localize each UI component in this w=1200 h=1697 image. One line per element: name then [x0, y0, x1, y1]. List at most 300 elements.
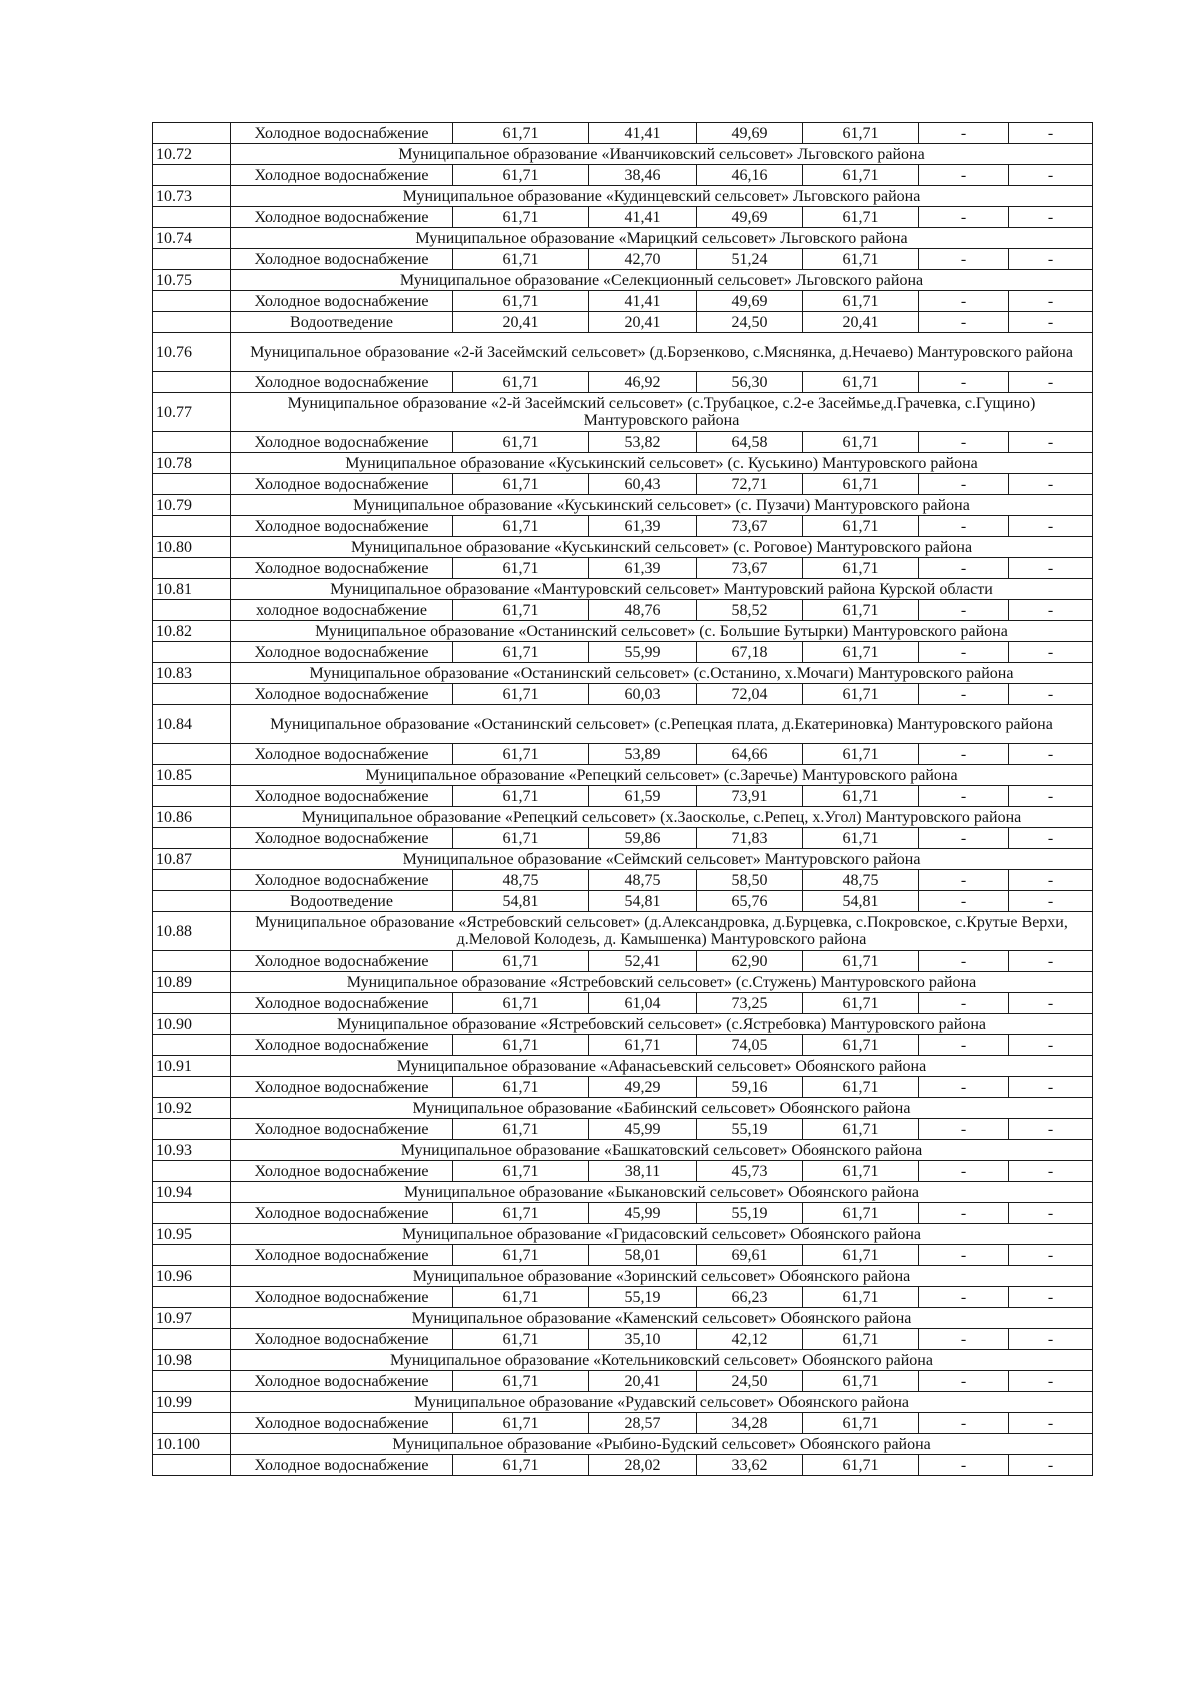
- tariff-value-cell: 73,91: [697, 786, 803, 807]
- section-header-row: [153, 1014, 1093, 1035]
- tariff-value-cell: -: [1009, 891, 1093, 912]
- tariff-table: [152, 122, 1093, 1476]
- tariff-value-cell: -: [1009, 786, 1093, 807]
- service-row: [153, 1413, 1093, 1434]
- section-header-row: [153, 1182, 1093, 1203]
- section-header-row: [153, 186, 1093, 207]
- service-row: [153, 1119, 1093, 1140]
- section-number: 10.86: [153, 807, 231, 828]
- empty-number-cell: [153, 1035, 231, 1056]
- tariff-value-cell: -: [919, 600, 1009, 621]
- tariff-value-cell: 61,71: [453, 1287, 589, 1308]
- section-number: 10.84: [153, 705, 231, 744]
- section-header-row: [153, 1350, 1093, 1371]
- service-name: Холодное водоснабжение: [231, 993, 453, 1014]
- tariff-value-cell: -: [919, 642, 1009, 663]
- tariff-value-cell: 61,71: [803, 993, 919, 1014]
- municipality-title: Муниципальное образование «Каменский сельсовет» Обоянского района: [231, 1308, 1093, 1329]
- service-name: Холодное водоснабжение: [231, 828, 453, 849]
- section-number: 10.78: [153, 453, 231, 474]
- empty-number-cell: [153, 744, 231, 765]
- tariff-value-cell: 61,71: [803, 207, 919, 228]
- service-row: [153, 1455, 1093, 1476]
- tariff-value-cell: 61,71: [453, 123, 589, 144]
- tariff-value-cell: -: [1009, 291, 1093, 312]
- section-number: 10.76: [153, 333, 231, 372]
- tariff-value-cell: -: [919, 1245, 1009, 1266]
- tariff-value-cell: -: [919, 165, 1009, 186]
- tariff-value-cell: 60,43: [589, 474, 697, 495]
- municipality-title: Муниципальное образование «Ястребовский сельсовет» (д.Александровка, д.Бурцевка, с.Покровское, с.Крутые Верхи, д.Меловой Колодезь, д. Камышенка) Мантуровского района: [231, 912, 1093, 951]
- tariff-value-cell: 61,71: [453, 1203, 589, 1224]
- tariff-value-cell: 54,81: [589, 891, 697, 912]
- empty-number-cell: [153, 312, 231, 333]
- section-header-row: [153, 849, 1093, 870]
- service-row: [153, 951, 1093, 972]
- service-name: Холодное водоснабжение: [231, 1455, 453, 1476]
- tariff-value-cell: 64,58: [697, 432, 803, 453]
- tariff-value-cell: -: [919, 1161, 1009, 1182]
- tariff-value-cell: -: [919, 1035, 1009, 1056]
- tariff-value-cell: 74,05: [697, 1035, 803, 1056]
- tariff-value-cell: -: [1009, 474, 1093, 495]
- municipality-title: Муниципальное образование «Куськинский сельсовет» (с. Пузачи) Мантуровского района: [231, 495, 1093, 516]
- tariff-value-cell: 72,71: [697, 474, 803, 495]
- service-row: [153, 993, 1093, 1014]
- tariff-value-cell: 42,12: [697, 1329, 803, 1350]
- service-row: [153, 1245, 1093, 1266]
- tariff-value-cell: 61,04: [589, 993, 697, 1014]
- section-number: 10.83: [153, 663, 231, 684]
- tariff-value-cell: 49,29: [589, 1077, 697, 1098]
- service-name: Холодное водоснабжение: [231, 207, 453, 228]
- service-name: Холодное водоснабжение: [231, 372, 453, 393]
- service-name: Холодное водоснабжение: [231, 1329, 453, 1350]
- empty-number-cell: [153, 249, 231, 270]
- municipality-title: Муниципальное образование «Иванчиковский сельсовет» Льговского района: [231, 144, 1093, 165]
- tariff-value-cell: -: [1009, 558, 1093, 579]
- municipality-title: Муниципальное образование «Останинский сельсовет» (с. Большие Бутырки) Мантуровского района: [231, 621, 1093, 642]
- tariff-value-cell: 55,19: [589, 1287, 697, 1308]
- service-row: [153, 558, 1093, 579]
- tariff-value-cell: 61,71: [453, 165, 589, 186]
- tariff-value-cell: 41,41: [589, 291, 697, 312]
- tariff-value-cell: 61,71: [803, 1203, 919, 1224]
- section-number: 10.99: [153, 1392, 231, 1413]
- tariff-value-cell: 58,52: [697, 600, 803, 621]
- tariff-value-cell: 61,71: [803, 1329, 919, 1350]
- tariff-value-cell: 61,71: [803, 1035, 919, 1056]
- tariff-value-cell: 55,19: [697, 1203, 803, 1224]
- section-header-row: [153, 1266, 1093, 1287]
- tariff-value-cell: 61,71: [453, 1371, 589, 1392]
- tariff-value-cell: -: [1009, 951, 1093, 972]
- service-row: [153, 828, 1093, 849]
- tariff-value-cell: -: [1009, 123, 1093, 144]
- section-header-row: [153, 1224, 1093, 1245]
- service-row: [153, 165, 1093, 186]
- tariff-value-cell: 61,71: [453, 516, 589, 537]
- tariff-value-cell: 61,71: [803, 558, 919, 579]
- tariff-value-cell: 42,70: [589, 249, 697, 270]
- service-row: [153, 312, 1093, 333]
- tariff-value-cell: -: [919, 891, 1009, 912]
- service-row: [153, 870, 1093, 891]
- service-row: [153, 744, 1093, 765]
- tariff-value-cell: 51,24: [697, 249, 803, 270]
- service-name: Холодное водоснабжение: [231, 558, 453, 579]
- tariff-value-cell: -: [1009, 1119, 1093, 1140]
- tariff-value-cell: 52,41: [589, 951, 697, 972]
- tariff-value-cell: 61,71: [803, 786, 919, 807]
- tariff-value-cell: 71,83: [697, 828, 803, 849]
- municipality-title: Муниципальное образование «Селекционный сельсовет» Льговского района: [231, 270, 1093, 291]
- tariff-value-cell: -: [1009, 1455, 1093, 1476]
- tariff-value-cell: 58,50: [697, 870, 803, 891]
- tariff-value-cell: 61,71: [453, 291, 589, 312]
- service-name: Холодное водоснабжение: [231, 249, 453, 270]
- section-number: 10.85: [153, 765, 231, 786]
- tariff-value-cell: -: [1009, 684, 1093, 705]
- service-name: Холодное водоснабжение: [231, 165, 453, 186]
- tariff-value-cell: 24,50: [697, 1371, 803, 1392]
- section-header-row: [153, 495, 1093, 516]
- tariff-value-cell: 33,62: [697, 1455, 803, 1476]
- empty-number-cell: [153, 1287, 231, 1308]
- municipality-title: Муниципальное образование «Куськинский сельсовет» (с. Куськино) Мантуровского района: [231, 453, 1093, 474]
- tariff-value-cell: 61,71: [803, 1371, 919, 1392]
- tariff-value-cell: -: [919, 432, 1009, 453]
- tariff-value-cell: -: [919, 207, 1009, 228]
- service-row: [153, 1329, 1093, 1350]
- section-number: 10.88: [153, 912, 231, 951]
- section-header-row: [153, 144, 1093, 165]
- empty-number-cell: [153, 291, 231, 312]
- municipality-title: Муниципальное образование «Репецкий сельсовет» (х.Заосколье, с.Репец, х.Угол) Мантуровского района: [231, 807, 1093, 828]
- tariff-value-cell: 49,69: [697, 291, 803, 312]
- section-header-row: [153, 333, 1093, 372]
- empty-number-cell: [153, 165, 231, 186]
- tariff-value-cell: -: [1009, 642, 1093, 663]
- service-row: [153, 123, 1093, 144]
- tariff-value-cell: 61,71: [453, 1329, 589, 1350]
- service-row: [153, 1035, 1093, 1056]
- tariff-value-cell: 61,71: [803, 1161, 919, 1182]
- municipality-title: Муниципальное образование «Мантуровский сельсовет» Мантуровский района Курской области: [231, 579, 1093, 600]
- tariff-value-cell: -: [919, 786, 1009, 807]
- empty-number-cell: [153, 828, 231, 849]
- tariff-value-cell: 61,71: [453, 993, 589, 1014]
- empty-number-cell: [153, 951, 231, 972]
- tariff-value-cell: 66,23: [697, 1287, 803, 1308]
- service-row: [153, 516, 1093, 537]
- empty-number-cell: [153, 207, 231, 228]
- section-header-row: [153, 537, 1093, 558]
- municipality-title: Муниципальное образование «2-й Засеймский сельсовет» (д.Борзенково, с.Мяснянка, д.Нечаево) Мантуровского района: [231, 333, 1093, 372]
- service-name: Холодное водоснабжение: [231, 1077, 453, 1098]
- empty-number-cell: [153, 1413, 231, 1434]
- service-row: [153, 600, 1093, 621]
- service-name: Холодное водоснабжение: [231, 291, 453, 312]
- tariff-value-cell: -: [919, 1329, 1009, 1350]
- tariff-value-cell: 61,71: [803, 600, 919, 621]
- tariff-value-cell: 38,46: [589, 165, 697, 186]
- tariff-value-cell: 61,71: [453, 207, 589, 228]
- empty-number-cell: [153, 474, 231, 495]
- tariff-value-cell: -: [1009, 432, 1093, 453]
- tariff-value-cell: 48,76: [589, 600, 697, 621]
- tariff-value-cell: 61,71: [453, 828, 589, 849]
- service-row: [153, 786, 1093, 807]
- tariff-value-cell: 61,71: [453, 600, 589, 621]
- tariff-value-cell: 65,76: [697, 891, 803, 912]
- tariff-value-cell: 49,69: [697, 207, 803, 228]
- tariff-value-cell: -: [1009, 1035, 1093, 1056]
- empty-number-cell: [153, 600, 231, 621]
- service-row: [153, 1287, 1093, 1308]
- tariff-value-cell: 53,82: [589, 432, 697, 453]
- tariff-value-cell: 53,89: [589, 744, 697, 765]
- tariff-value-cell: 69,61: [697, 1245, 803, 1266]
- service-row: [153, 684, 1093, 705]
- empty-number-cell: [153, 993, 231, 1014]
- service-name: Холодное водоснабжение: [231, 123, 453, 144]
- section-number: 10.98: [153, 1350, 231, 1371]
- tariff-value-cell: -: [1009, 1413, 1093, 1434]
- municipality-title: Муниципальное образование «Марицкий сельсовет» Льговского района: [231, 228, 1093, 249]
- empty-number-cell: [153, 870, 231, 891]
- tariff-value-cell: 48,75: [803, 870, 919, 891]
- tariff-value-cell: 54,81: [453, 891, 589, 912]
- tariff-value-cell: -: [919, 558, 1009, 579]
- empty-number-cell: [153, 642, 231, 663]
- tariff-value-cell: -: [919, 474, 1009, 495]
- tariff-value-cell: 61,71: [589, 1035, 697, 1056]
- tariff-value-cell: 61,71: [453, 951, 589, 972]
- section-number: 10.72: [153, 144, 231, 165]
- tariff-value-cell: -: [919, 744, 1009, 765]
- empty-number-cell: [153, 1455, 231, 1476]
- tariff-value-cell: 61,71: [803, 474, 919, 495]
- tariff-value-cell: 61,71: [453, 1119, 589, 1140]
- tariff-value-cell: 45,99: [589, 1119, 697, 1140]
- municipality-title: Муниципальное образование «Гридасовский сельсовет» Обоянского района: [231, 1224, 1093, 1245]
- tariff-value-cell: 61,71: [453, 1161, 589, 1182]
- tariff-value-cell: -: [919, 870, 1009, 891]
- service-row: [153, 207, 1093, 228]
- tariff-value-cell: 61,71: [453, 432, 589, 453]
- service-name: Холодное водоснабжение: [231, 1203, 453, 1224]
- empty-number-cell: [153, 1203, 231, 1224]
- tariff-value-cell: 46,16: [697, 165, 803, 186]
- service-name: Холодное водоснабжение: [231, 951, 453, 972]
- tariff-value-cell: 61,71: [453, 684, 589, 705]
- service-name: Холодное водоснабжение: [231, 870, 453, 891]
- municipality-title: Муниципальное образование «Ястребовский сельсовет» (с.Ястребовка) Мантуровского района: [231, 1014, 1093, 1035]
- tariff-value-cell: 61,71: [803, 1413, 919, 1434]
- service-name: холодное водоснабжение: [231, 600, 453, 621]
- section-header-row: [153, 1434, 1093, 1455]
- section-number: 10.95: [153, 1224, 231, 1245]
- tariff-value-cell: 61,71: [453, 1245, 589, 1266]
- tariff-value-cell: -: [919, 1203, 1009, 1224]
- empty-number-cell: [153, 516, 231, 537]
- tariff-value-cell: -: [1009, 870, 1093, 891]
- municipality-title: Муниципальное образование «2-й Засеймский сельсовет» (с.Трубацкое, с.2-е Засеймье,д.Грачевка, с.Гущино) Мантуровского района: [231, 393, 1093, 432]
- tariff-value-cell: 45,99: [589, 1203, 697, 1224]
- section-number: 10.94: [153, 1182, 231, 1203]
- section-header-row: [153, 393, 1093, 432]
- section-number: 10.73: [153, 186, 231, 207]
- section-number: 10.93: [153, 1140, 231, 1161]
- tariff-value-cell: 54,81: [803, 891, 919, 912]
- tariff-value-cell: -: [919, 1413, 1009, 1434]
- section-header-row: [153, 579, 1093, 600]
- tariff-value-cell: 61,71: [803, 249, 919, 270]
- section-number: 10.92: [153, 1098, 231, 1119]
- tariff-value-cell: 20,41: [453, 312, 589, 333]
- tariff-value-cell: 64,66: [697, 744, 803, 765]
- tariff-value-cell: 61,71: [803, 516, 919, 537]
- tariff-value-cell: -: [1009, 372, 1093, 393]
- tariff-value-cell: 56,30: [697, 372, 803, 393]
- tariff-value-cell: 61,71: [803, 372, 919, 393]
- section-number: 10.74: [153, 228, 231, 249]
- tariff-value-cell: 72,04: [697, 684, 803, 705]
- tariff-value-cell: -: [1009, 516, 1093, 537]
- tariff-value-cell: 61,71: [453, 474, 589, 495]
- empty-number-cell: [153, 1245, 231, 1266]
- service-name: Холодное водоснабжение: [231, 432, 453, 453]
- tariff-value-cell: 61,71: [803, 1119, 919, 1140]
- service-name: Холодное водоснабжение: [231, 516, 453, 537]
- tariff-value-cell: 48,75: [589, 870, 697, 891]
- section-header-row: [153, 972, 1093, 993]
- section-header-row: [153, 1098, 1093, 1119]
- service-name: Холодное водоснабжение: [231, 1161, 453, 1182]
- tariff-value-cell: 61,71: [453, 249, 589, 270]
- section-header-row: [153, 807, 1093, 828]
- tariff-value-cell: -: [919, 684, 1009, 705]
- tariff-value-cell: 61,71: [453, 1455, 589, 1476]
- service-name: Холодное водоснабжение: [231, 1035, 453, 1056]
- service-row: [153, 432, 1093, 453]
- section-number: 10.97: [153, 1308, 231, 1329]
- municipality-title: Муниципальное образование «Сеймский сельсовет» Мантуровского района: [231, 849, 1093, 870]
- tariff-value-cell: 61,71: [803, 1455, 919, 1476]
- tariff-value-cell: 61,71: [453, 372, 589, 393]
- tariff-value-cell: 41,41: [589, 207, 697, 228]
- tariff-value-cell: 38,11: [589, 1161, 697, 1182]
- tariff-table-body: [153, 123, 1093, 1476]
- tariff-value-cell: -: [919, 291, 1009, 312]
- tariff-value-cell: -: [919, 828, 1009, 849]
- tariff-value-cell: 62,90: [697, 951, 803, 972]
- section-header-row: [153, 912, 1093, 951]
- municipality-title: Муниципальное образование «Быкановский сельсовет» Обоянского района: [231, 1182, 1093, 1203]
- tariff-value-cell: 61,71: [803, 951, 919, 972]
- service-row: [153, 1371, 1093, 1392]
- section-header-row: [153, 705, 1093, 744]
- service-row: [153, 1203, 1093, 1224]
- empty-number-cell: [153, 372, 231, 393]
- tariff-value-cell: 20,41: [589, 1371, 697, 1392]
- empty-number-cell: [153, 123, 231, 144]
- service-name: Холодное водоснабжение: [231, 786, 453, 807]
- tariff-value-cell: -: [1009, 1287, 1093, 1308]
- service-row: [153, 642, 1093, 663]
- tariff-value-cell: -: [919, 951, 1009, 972]
- service-name: Холодное водоснабжение: [231, 474, 453, 495]
- service-name: Холодное водоснабжение: [231, 744, 453, 765]
- tariff-value-cell: -: [1009, 207, 1093, 228]
- section-header-row: [153, 1392, 1093, 1413]
- section-number: 10.75: [153, 270, 231, 291]
- empty-number-cell: [153, 1371, 231, 1392]
- empty-number-cell: [153, 1119, 231, 1140]
- section-header-row: [153, 270, 1093, 291]
- tariff-value-cell: -: [1009, 1329, 1093, 1350]
- tariff-value-cell: 61,71: [803, 1287, 919, 1308]
- section-header-row: [153, 1140, 1093, 1161]
- tariff-value-cell: -: [919, 123, 1009, 144]
- tariff-value-cell: 60,03: [589, 684, 697, 705]
- tariff-value-cell: -: [1009, 1077, 1093, 1098]
- tariff-value-cell: 61,71: [803, 828, 919, 849]
- tariff-value-cell: 61,59: [589, 786, 697, 807]
- tariff-value-cell: -: [1009, 312, 1093, 333]
- tariff-value-cell: 61,71: [803, 123, 919, 144]
- service-row: [153, 372, 1093, 393]
- tariff-value-cell: -: [919, 249, 1009, 270]
- tariff-value-cell: 35,10: [589, 1329, 697, 1350]
- tariff-value-cell: 61,71: [803, 432, 919, 453]
- service-row: [153, 1077, 1093, 1098]
- tariff-value-cell: 61,71: [803, 1245, 919, 1266]
- tariff-value-cell: 61,39: [589, 558, 697, 579]
- tariff-value-cell: -: [1009, 744, 1093, 765]
- service-name: Холодное водоснабжение: [231, 642, 453, 663]
- municipality-title: Муниципальное образование «Останинский сельсовет» (с.Репецкая плата, д.Екатериновка) Мантуровского района: [231, 705, 1093, 744]
- tariff-value-cell: 61,71: [453, 744, 589, 765]
- empty-number-cell: [153, 684, 231, 705]
- tariff-value-cell: -: [919, 993, 1009, 1014]
- municipality-title: Муниципальное образование «Кудинцевский сельсовет» Льговского района: [231, 186, 1093, 207]
- service-row: [153, 1161, 1093, 1182]
- service-name: Водоотведение: [231, 312, 453, 333]
- service-row: [153, 891, 1093, 912]
- tariff-value-cell: 59,86: [589, 828, 697, 849]
- section-number: 10.81: [153, 579, 231, 600]
- service-row: [153, 249, 1093, 270]
- tariff-value-cell: 58,01: [589, 1245, 697, 1266]
- tariff-value-cell: 61,71: [453, 642, 589, 663]
- tariff-value-cell: 55,19: [697, 1119, 803, 1140]
- tariff-value-cell: -: [1009, 1371, 1093, 1392]
- tariff-value-cell: 45,73: [697, 1161, 803, 1182]
- tariff-value-cell: 61,39: [589, 516, 697, 537]
- service-name: Холодное водоснабжение: [231, 1371, 453, 1392]
- tariff-value-cell: 61,71: [453, 1035, 589, 1056]
- section-number: 10.96: [153, 1266, 231, 1287]
- tariff-value-cell: 61,71: [803, 684, 919, 705]
- tariff-value-cell: 73,25: [697, 993, 803, 1014]
- tariff-value-cell: -: [919, 1077, 1009, 1098]
- service-name: Водоотведение: [231, 891, 453, 912]
- tariff-value-cell: 61,71: [803, 291, 919, 312]
- section-number: 10.89: [153, 972, 231, 993]
- tariff-value-cell: 61,71: [453, 558, 589, 579]
